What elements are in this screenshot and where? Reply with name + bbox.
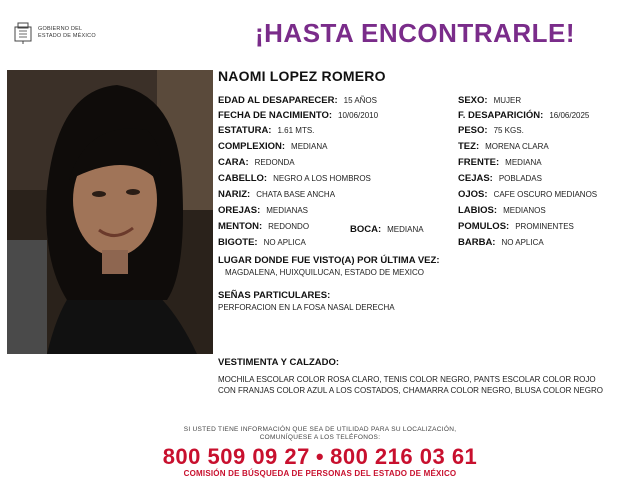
government-line-2: ESTADO DE MÉXICO xyxy=(38,33,96,39)
person-name: NAOMI LOPEZ ROMERO xyxy=(218,68,386,84)
marks-value: PERFORACION EN LA FOSA NASAL DERECHA xyxy=(218,303,395,312)
label-sexo: SEXO: xyxy=(458,95,488,106)
contact-note-line-2: COMUNÍQUESE A LOS TELÉFONOS: xyxy=(259,434,381,441)
clothing-value: MOCHILA ESCOLAR COLOR ROSA CLARO, TENIS COLOR NEGRO, PANTS ESCOLAR COLOR ROJO CON FRANJAS COLOR AZUL A LOS COSTADOS, CHAMARRA COLOR NEGRO, BLUSA COLOR NEGRO xyxy=(218,375,603,395)
field-cejas xyxy=(458,173,542,185)
field-tez xyxy=(458,141,549,153)
value-pomulos: PROMINENTES xyxy=(515,222,574,231)
label-pomulos: POMULOS: xyxy=(458,221,510,232)
clothing-label: VESTIMENTA Y CALZADO: xyxy=(218,357,340,368)
phone-separator: • xyxy=(315,444,325,469)
government-logo xyxy=(12,20,122,46)
value-desaparicion: 16/06/2025 xyxy=(549,111,590,120)
value-ojos: CAFE OSCURO MEDIANOS xyxy=(493,190,598,199)
contact-note-line-1: SI USTED TIENE INFORMACIÓN QUE SEA DE UTILIDAD PARA SU LOCALIZACIÓN, xyxy=(183,426,457,433)
field-cabello xyxy=(218,173,371,185)
value-nariz: CHATA BASE ANCHA xyxy=(256,190,336,199)
phone-numbers xyxy=(0,444,640,470)
label-frente: FRENTE: xyxy=(458,157,500,168)
value-boca: MEDIANA xyxy=(387,225,424,234)
label-cejas: CEJAS: xyxy=(458,173,493,184)
value-cabello: NEGRO A LOS HOMBROS xyxy=(273,174,371,183)
label-tez: TEZ: xyxy=(458,141,480,152)
label-cabello: CABELLO: xyxy=(218,173,268,184)
phone-number-2[interactable]: 800 216 03 61 xyxy=(330,444,478,469)
label-peso: PESO: xyxy=(458,125,488,136)
label-complexion: COMPLEXION: xyxy=(218,141,286,152)
field-ojos xyxy=(458,189,597,201)
government-line-1: GOBIERNO DEL xyxy=(38,26,83,32)
phone-number-1[interactable]: 800 509 09 27 xyxy=(162,444,310,469)
label-desaparicion: F. DESAPARICIÓN: xyxy=(458,110,544,121)
label-boca: BOCA: xyxy=(350,224,382,235)
field-boca xyxy=(350,224,424,236)
value-cejas: POBLADAS xyxy=(498,174,542,183)
value-tez: MORENA CLARA xyxy=(485,142,549,151)
value-edad: 15 AÑOS xyxy=(343,96,377,105)
state-seal-icon xyxy=(12,21,34,45)
field-orejas xyxy=(218,205,308,217)
field-pomulos xyxy=(458,221,574,233)
last-seen-value: MAGDALENA, HUIXQUILUCAN, ESTADO DE MEXICO xyxy=(225,268,424,277)
field-frente xyxy=(458,157,542,169)
field-barba xyxy=(458,237,544,249)
field-desaparicion xyxy=(458,110,589,122)
label-edad: EDAD AL DESAPARECER: xyxy=(218,95,338,106)
government-name xyxy=(38,26,96,40)
commission-name: COMISIÓN DE BÚSQUEDA DE PERSONAS DEL ESTADO DE MÉXICO xyxy=(183,469,457,478)
label-orejas: OREJAS: xyxy=(218,205,261,216)
poster-headline: ¡HASTA ENCONTRARLE! xyxy=(255,18,576,48)
field-sexo xyxy=(458,95,521,107)
label-bigote: BIGOTE: xyxy=(218,237,258,248)
field-peso xyxy=(458,125,524,137)
value-barba: NO APLICA xyxy=(501,238,544,247)
field-edad xyxy=(218,95,377,107)
label-nariz: NARIZ: xyxy=(218,189,251,200)
missing-person-photo xyxy=(7,70,213,354)
field-labios xyxy=(458,205,546,217)
field-nariz xyxy=(218,189,335,201)
label-menton: MENTON: xyxy=(218,221,263,232)
field-estatura xyxy=(218,125,314,137)
value-cara: REDONDA xyxy=(254,158,295,167)
field-nacimiento xyxy=(218,110,378,122)
field-menton xyxy=(218,221,309,233)
value-orejas: MEDIANAS xyxy=(266,206,309,215)
value-menton: REDONDO xyxy=(268,222,310,231)
value-peso: 75 KGS. xyxy=(493,126,524,135)
field-complexion xyxy=(218,141,327,153)
label-nacimiento: FECHA DE NACIMIENTO: xyxy=(218,110,332,121)
value-estatura: 1.61 MTS. xyxy=(277,126,315,135)
last-seen-label: LUGAR DONDE FUE VISTO(A) POR ÚLTIMA VEZ: xyxy=(218,255,440,266)
value-sexo: MUJER xyxy=(493,96,522,105)
value-labios: MEDIANOS xyxy=(503,206,546,215)
label-labios: LABIOS: xyxy=(458,205,498,216)
label-ojos: OJOS: xyxy=(458,189,488,200)
value-nacimiento: 10/06/2010 xyxy=(338,111,379,120)
value-bigote: NO APLICA xyxy=(263,238,306,247)
field-bigote xyxy=(218,237,306,249)
value-complexion: MEDIANA xyxy=(291,142,328,151)
value-frente: MEDIANA xyxy=(505,158,542,167)
field-cara xyxy=(218,157,295,169)
label-cara: CARA: xyxy=(218,157,249,168)
marks-label: SEÑAS PARTICULARES: xyxy=(218,290,331,301)
label-barba: BARBA: xyxy=(458,237,496,248)
label-estatura: ESTATURA: xyxy=(218,125,272,136)
